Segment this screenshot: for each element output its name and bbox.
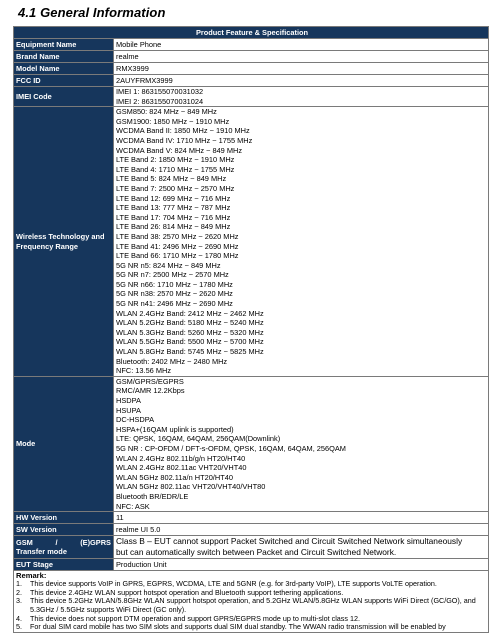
- mode-line: HSPA+(16QAM uplink is supported): [116, 424, 234, 434]
- frequency-line: 5G NR n5: 824 MHz ~ 849 MHz: [116, 260, 221, 270]
- imei-code-values: [114, 87, 489, 107]
- remark-text: This device 2.4GHz WLAN support hotspot operation and Bluetooth support tethering applications.: [30, 587, 344, 597]
- mode-line: LTE: QPSK, 16QAM, 64QAM, 256QAM(Downlink): [116, 434, 281, 444]
- gsm-transfer-values: [114, 536, 489, 559]
- mode-line: 5G NR : CP-OFDM / DFT-s-OFDM, QPSK, 16QAM, 64QAM, 256QAM: [116, 443, 346, 453]
- frequency-line: GSM1900: 1850 MHz ~ 1910 MHz: [116, 116, 230, 126]
- gsm-label-part1: GSM: [16, 537, 33, 547]
- frequency-line: LTE Band 38: 2570 MHz ~ 2620 MHz: [116, 231, 239, 241]
- wireless-label-line2: Frequency Range: [16, 241, 79, 251]
- mode-line: HSUPA: [116, 405, 141, 415]
- frequency-line: LTE Band 66: 1710 MHz ~ 1780 MHz: [116, 251, 239, 261]
- remark-text: This device supports VoIP in GPRS, EGPRS, WCDMA, LTE and 5GNR (e.g. for 3rd-party VoIP), LTE supports VoLTE operation.: [30, 579, 437, 589]
- imei-1: IMEI 1: 863155070031032: [116, 87, 204, 96]
- frequency-line: GSM850: 824 MHz ~ 849 MHz: [116, 107, 217, 117]
- mode-line: WLAN 2.4GHz 802.11b/g/n HT20/HT40: [116, 453, 246, 463]
- remark-item: [16, 623, 488, 632]
- sw-version-value: realme UI 5.0: [114, 524, 489, 536]
- imei-2: IMEI 2: 863155070031024: [116, 96, 204, 106]
- gsm-transfer-value-2: but can automatically switch between Packet and Circuit Switched Network.: [116, 547, 397, 558]
- remark-number: 4.: [16, 613, 22, 623]
- row-sw-version: [14, 524, 489, 536]
- row-eut-stage: [14, 559, 489, 571]
- table-header: Product Feature & Specification: [14, 27, 489, 39]
- model-name-label: Model Name: [14, 63, 114, 75]
- wireless-values: [114, 107, 489, 377]
- remark-number: 3.: [16, 596, 22, 606]
- section-title: 4.1 General Information: [18, 5, 166, 20]
- equipment-name-label: Equipment Name: [14, 39, 114, 51]
- frequency-line: WLAN 5.2GHz Band: 5180 MHz ~ 5240 MHz: [116, 318, 264, 328]
- fcc-id-label: FCC ID: [14, 75, 114, 87]
- equipment-name-value: Mobile Phone: [114, 39, 489, 51]
- frequency-line: Bluetooth: 2402 MHz ~ 2480 MHz: [116, 356, 228, 366]
- spec-table: [13, 26, 489, 633]
- eut-stage-value: Production Unit: [114, 559, 489, 571]
- remark-text: For dual SIM card mobile has two SIM slots and supports dual SIM dual standby. The WWAN radio transmission will be enabled by: [30, 622, 446, 632]
- frequency-line: WLAN 5.8GHz Band: 5745 MHz ~ 5825 MHz: [116, 347, 264, 357]
- remark-number: 5.: [16, 622, 22, 632]
- brand-name-value: realme: [114, 51, 489, 63]
- mode-line: WLAN 2.4GHz 802.11ac VHT20/VHT40: [116, 463, 247, 473]
- mode-line: WLAN 5GHz 802.11ac VHT20/VHT40/VHT80: [116, 482, 266, 492]
- frequency-line: LTE Band 13: 777 MHz ~ 787 MHz: [116, 203, 231, 213]
- brand-name-label: Brand Name: [14, 51, 114, 63]
- hw-version-value: 11: [114, 512, 489, 524]
- gsm-transfer-value-1: Class B – EUT cannot support Packet Switched and Circuit Switched Network simultaneously: [116, 536, 463, 547]
- row-brand-name: [14, 51, 489, 63]
- row-fcc-id: [14, 75, 489, 87]
- frequency-line: LTE Band 7: 2500 MHz ~ 2570 MHz: [116, 183, 235, 193]
- frequency-line: LTE Band 4: 1710 MHz ~ 1755 MHz: [116, 164, 235, 174]
- fcc-id-value: 2AUYFRMX3999: [114, 75, 489, 87]
- row-hw-version: [14, 512, 489, 524]
- frequency-line: LTE Band 41: 2496 MHz ~ 2690 MHz: [116, 241, 239, 251]
- remark-text: This device 5.2GHz WLAN/5.8GHz WLAN support hotspot operation, and 5.2GHz WLAN/5.8GHz WLAN supports WiFi Direct (GC/GO), and 5.3GHz / 5.5GHz supports WiFi Direct (GC only).: [30, 596, 476, 614]
- mode-line: NFC: ASK: [116, 501, 150, 511]
- row-gsm-transfer: [14, 536, 489, 559]
- mode-line: DC-HSDPA: [116, 415, 155, 425]
- frequency-line: NFC: 13.56 MHz: [116, 366, 172, 376]
- frequency-line: WLAN 5.5GHz Band: 5500 MHz ~ 5700 MHz: [116, 337, 264, 347]
- frequency-line: LTE Band 17: 704 MHz ~ 716 MHz: [116, 212, 231, 222]
- eut-stage-label: EUT Stage: [14, 559, 114, 571]
- row-imei-code: [14, 87, 489, 107]
- wireless-label-line1: Wireless Technology and: [16, 231, 105, 241]
- mode-line: GSM/GPRS/EGPRS: [116, 376, 184, 386]
- gsm-label-part3: (E)GPRS: [80, 537, 111, 547]
- frequency-line: 5G NR n41: 2496 MHz ~ 2690 MHz: [116, 299, 233, 309]
- remark-text: This device does not support DTM operation and support GPRS/EGPRS mode up to multi-slot class 12.: [30, 613, 360, 623]
- mode-line: Bluetooth BR/EDR/LE: [116, 491, 189, 501]
- mode-line: WLAN 5GHz 802.11a/n HT20/HT40: [116, 472, 233, 482]
- remark-number: 2.: [16, 587, 22, 597]
- row-equipment-name: [14, 39, 489, 51]
- model-name-value: RMX3999: [114, 63, 489, 75]
- mode-label: Mode: [14, 376, 114, 511]
- gsm-transfer-label: [14, 536, 114, 559]
- row-wireless: [14, 107, 489, 377]
- frequency-line: 5G NR n66: 1710 MHz ~ 1780 MHz: [116, 279, 233, 289]
- mode-line: HSDPA: [116, 396, 141, 405]
- remark-title: Remark:: [16, 571, 47, 581]
- frequency-line: WLAN 2.4GHz Band: 2412 MHz ~ 2462 MHz: [116, 308, 264, 318]
- mode-values: [114, 376, 489, 511]
- table-header-row: [14, 27, 489, 39]
- gsm-label-part2: /: [55, 537, 58, 547]
- row-remark: [14, 571, 489, 633]
- frequency-line: WCDMA Band V: 824 MHz ~ 849 MHz: [116, 145, 243, 155]
- frequency-line: 5G NR n7: 2500 MHz ~ 2570 MHz: [116, 270, 229, 280]
- remark-cell: [14, 571, 489, 633]
- remark-item: [16, 597, 488, 614]
- hw-version-label: HW Version: [14, 512, 114, 524]
- remark-number: 1.: [16, 579, 22, 589]
- row-mode: [14, 376, 489, 511]
- gsm-transfer-label-line1: [16, 538, 113, 548]
- frequency-line: 5G NR n38: 2570 MHz ~ 2620 MHz: [116, 289, 233, 299]
- gsm-transfer-label-line2: Transfer mode: [16, 547, 67, 557]
- mode-line: RMC/AMR 12.2Kbps: [116, 386, 185, 396]
- frequency-line: WLAN 5.3GHz Band: 5260 MHz ~ 5320 MHz: [116, 327, 264, 337]
- frequency-line: WCDMA Band II: 1850 MHz ~ 1910 MHz: [116, 126, 250, 136]
- imei-code-label: IMEI Code: [14, 87, 114, 107]
- row-model-name: [14, 63, 489, 75]
- sw-version-label: SW Version: [14, 524, 114, 536]
- frequency-line: WCDMA Band IV: 1710 MHz ~ 1755 MHz: [116, 135, 253, 145]
- frequency-line: LTE Band 5: 824 MHz ~ 849 MHz: [116, 174, 227, 184]
- remark-list: [16, 580, 488, 632]
- wireless-label: [14, 107, 114, 377]
- frequency-line: LTE Band 26: 814 MHz ~ 849 MHz: [116, 222, 231, 232]
- frequency-line: LTE Band 2: 1850 MHz ~ 1910 MHz: [116, 155, 235, 165]
- frequency-line: LTE Band 12: 699 MHz ~ 716 MHz: [116, 193, 231, 203]
